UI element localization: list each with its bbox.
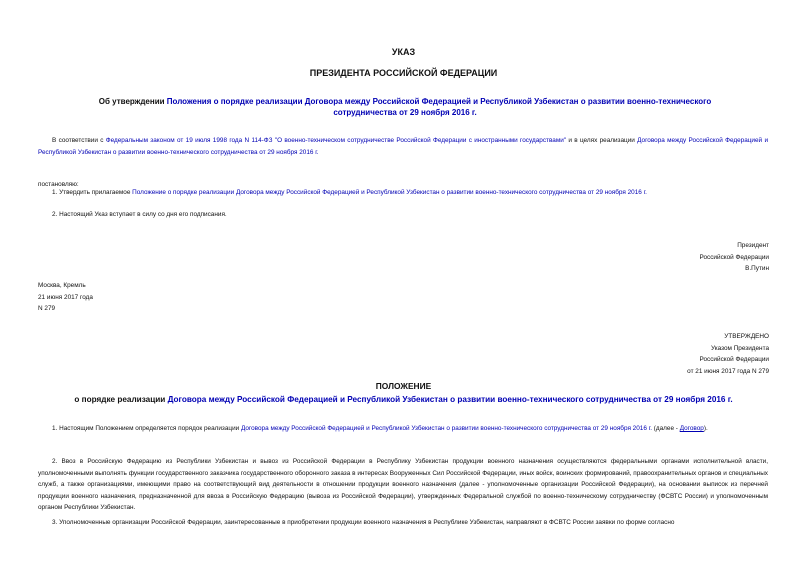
preamble-text-2: и в целях реализации	[566, 137, 638, 144]
place-text: Москва, Кремль	[38, 282, 86, 289]
signature-block	[700, 240, 770, 275]
decree-item-1-text: 1. Утвердить прилагаемое	[52, 189, 133, 196]
preamble-paragraph	[38, 135, 768, 158]
regulation-p1-text: 1. Настоящим Положением определяется порядок реализации	[52, 425, 241, 432]
regulation-subtitle-prefix: о порядке реализации	[74, 395, 168, 404]
federal-law-link[interactable]: Федеральным законом от 19 июля 1998 года N 114-ФЗ "О военно-техническом сотрудничестве Российской Федерации с иностранными государствами"	[105, 137, 567, 144]
regulation-title: ПОЛОЖЕНИЕ	[375, 381, 432, 391]
signature-title: Президент	[737, 242, 769, 249]
postanovlyayu-text: постановляю:	[38, 181, 79, 188]
regulation-paragraph-1	[38, 423, 768, 435]
treaty-link[interactable]: Договора между Российской Федерацией и Республикой Узбекистан о развитии военно-технического сотрудничества от 29 ноября 2016 г.	[38, 137, 769, 156]
regulation-p1-end: ).	[703, 425, 708, 432]
decree-heading: УКАЗ	[391, 47, 416, 57]
regulation-paragraph-2: 2. Ввоз в Российскую Федерацию из Республики Узбекистан и вывоз из Российской Федерации в Республику Узбекистан продукции военного назначения осуществляются федеральными органами исполнительной власти, уполномоченными выполнять функции государственного заказчика государственного оборонного заказа в интересах Вооруженных Сил Российской Федерации, иных войск, воинских формирований, правоохранительных органов и специальных служб, а также организациями, имеющими право на соответствующий вид деятельности в отношении продукции военного назначения (далее - уполномоченные организации Российской Федерации), на основании выписок из перечней продукции военного назначения, предназначенной для ввоза в Российскую Федерацию (вывоза из Российской Федерации), утвержденных Федеральной службой по военно-техническому сотрудничеству (ФСВТС России) и уполномоченным органом Республики Узбекистан.	[38, 458, 768, 512]
approved-by: Указом Президента	[710, 344, 769, 352]
regulation-p1-treaty-link[interactable]: Договора между Российской Федерацией и Республикой Узбекистан о развитии военно-технического сотрудничества от 29 ноября 2016 г.	[240, 425, 652, 432]
regulation-subtitle	[30, 394, 777, 405]
decree-issuer: ПРЕЗИДЕНТА РОССИЙСКОЙ ФЕДЕРАЦИИ	[309, 68, 498, 78]
decree-title	[70, 96, 740, 118]
place-date-block	[38, 280, 93, 315]
date-text: 21 июня 2017 года	[38, 293, 93, 301]
decree-title-link[interactable]: Положения о порядке реализации Договора между Российской Федерацией и Республикой Узбекистан о развитии военно-технического сотрудничества от 29 ноября 2016 г.	[166, 97, 712, 117]
signature-country: Российской Федерации	[699, 253, 769, 261]
signature-name: В.Путин	[745, 265, 769, 272]
regulation-link[interactable]: Положение о порядке реализации Договора между Российской Федерацией и Республикой Узбекистан о развитии военно-технического сотрудничества от 29 ноября 2016 г.	[132, 189, 647, 196]
decree-item-1	[52, 187, 768, 199]
approved-block	[687, 331, 769, 377]
preamble-text-1: В соответствии с	[52, 137, 106, 144]
regulation-subtitle-link[interactable]: Договора между Российской Федерацией и Республикой Узбекистан о развитии военно-технического сотрудничества от 29 ноября 2016 г.	[167, 395, 733, 404]
approved-date: от 21 июня 2017 года N 279	[687, 367, 769, 375]
decree-title-prefix: Об утверждении	[98, 97, 167, 106]
regulation-paragraph-3: 3. Уполномоченные организации Российской Федерации, заинтересованные в приобретении продукции военного назначения в Республике Узбекистан, направляют в ФСВТС России заявки по форме согласно	[52, 519, 675, 526]
decree-item-2: 2. Настоящий Указ вступает в силу со дня его подписания.	[52, 211, 227, 218]
regulation-p1-dogovor-link[interactable]: Договор	[679, 425, 704, 432]
approved-country: Российской Федерации	[699, 356, 769, 363]
approved-title: УТВЕРЖДЕНО	[724, 333, 769, 340]
decree-number: N 279	[38, 305, 56, 312]
regulation-p1-mid: (далее -	[652, 425, 680, 432]
